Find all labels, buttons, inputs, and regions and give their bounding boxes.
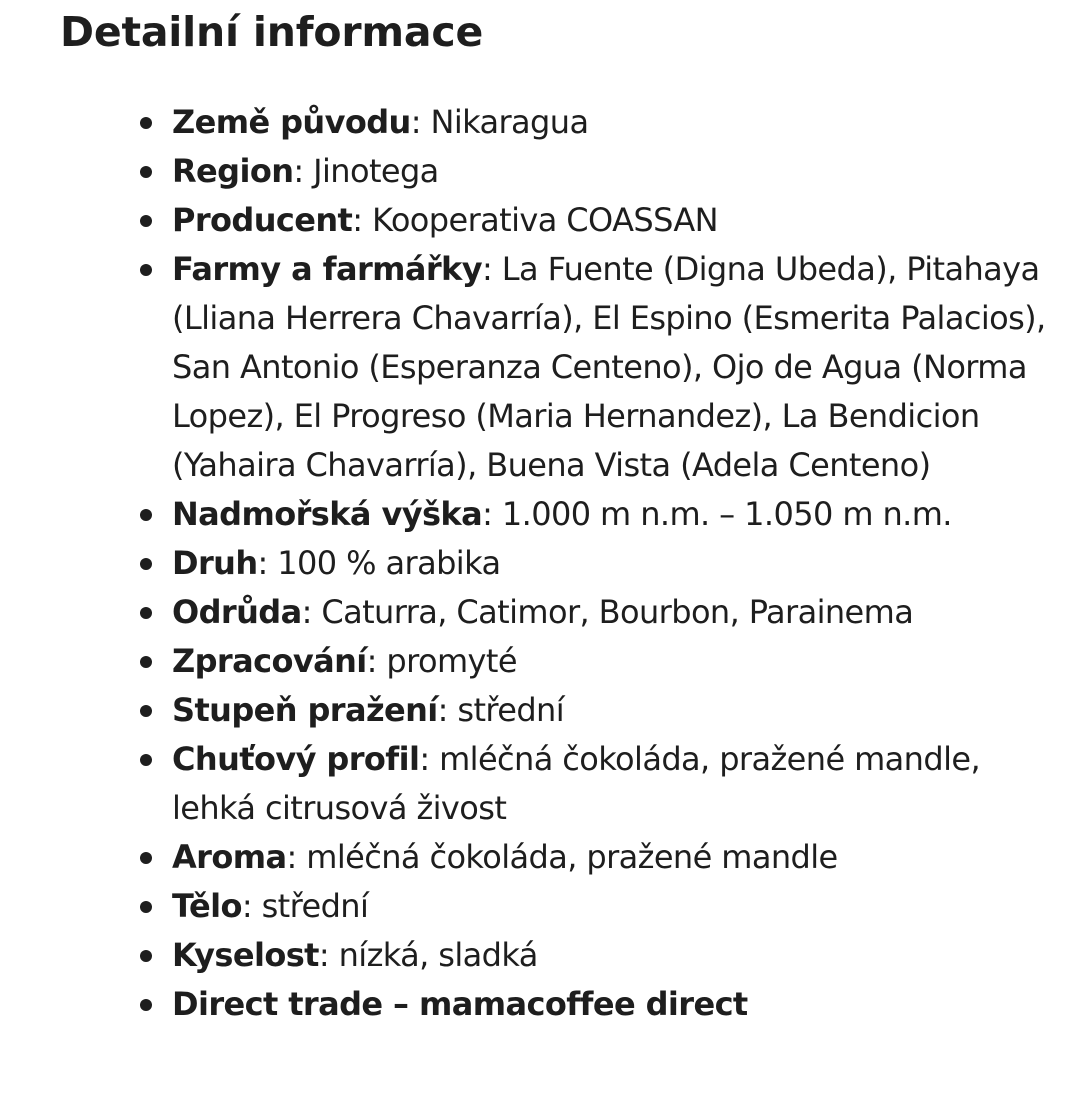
- bullet-icon: [140, 264, 152, 276]
- detail-item-species: [172, 539, 1052, 588]
- bullet-icon: [140, 215, 152, 227]
- detail-item-roast-level: [172, 686, 1052, 735]
- bullet-icon: [140, 852, 152, 864]
- detail-value: Nikaragua: [420, 103, 589, 141]
- detail-label: Direct trade – mamacoffee direct: [172, 985, 748, 1023]
- bullet-icon: [140, 950, 152, 962]
- detail-value: Caturra, Catimor, Bourbon, Parainema: [311, 593, 914, 631]
- detail-item-altitude: [172, 490, 1052, 539]
- detail-value: Jinotega: [303, 152, 439, 190]
- detail-separator: :: [482, 250, 493, 288]
- detail-item-flavor-profile: [172, 735, 1052, 833]
- detail-separator: :: [437, 691, 448, 729]
- detail-label: Region: [172, 152, 294, 190]
- detail-item-variety: [172, 588, 1052, 637]
- bullet-icon: [140, 754, 152, 766]
- detail-value: La Fuente (Digna Ubeda), Pitahaya (Lliana Herrera Chavarría), El Espino (Esmerita Palacios), San Antonio (Esperanza Centeno), Ojo de Agua (Norma Lopez), El Progreso (Maria Hernandez), La Bendicion (Yahaira Chavarría), Buena Vista (Adela Centeno): [172, 250, 1046, 484]
- detail-item-acidity: [172, 931, 1052, 980]
- detail-item-country: [172, 98, 1052, 147]
- detail-value: nízká, sladká: [329, 936, 538, 974]
- detail-label: Země původu: [172, 103, 411, 141]
- detail-item-farms: [172, 245, 1052, 490]
- bullet-icon: [140, 901, 152, 913]
- bullet-icon: [140, 999, 152, 1011]
- detail-label: Tělo: [172, 887, 242, 925]
- detail-separator: :: [286, 838, 297, 876]
- detail-label: Farmy a farmářky: [172, 250, 482, 288]
- detail-value: 1.000 m n.m. – 1.050 m n.m.: [492, 495, 952, 533]
- detail-item-direct-trade: [172, 980, 1052, 1029]
- bullet-icon: [140, 166, 152, 178]
- detail-label: Zpracování: [172, 642, 367, 680]
- detail-value: střední: [252, 887, 369, 925]
- detail-separator: :: [293, 152, 304, 190]
- detail-label: Nadmořská výška: [172, 495, 483, 533]
- detail-label: Chuťový profil: [172, 740, 420, 778]
- bullet-icon: [140, 607, 152, 619]
- detail-value: promyté: [376, 642, 517, 680]
- details-list: [172, 98, 1052, 1029]
- detail-label: Odrůda: [172, 593, 302, 631]
- detail-separator: :: [352, 201, 363, 239]
- bullet-icon: [140, 117, 152, 129]
- detail-value: 100 % arabika: [267, 544, 501, 582]
- bullet-icon: [140, 656, 152, 668]
- detail-label: Aroma: [172, 838, 287, 876]
- detail-item-body: [172, 882, 1052, 931]
- detail-separator: :: [301, 593, 312, 631]
- detail-separator: :: [482, 495, 493, 533]
- detail-item-aroma: [172, 833, 1052, 882]
- detail-value: střední: [447, 691, 565, 729]
- detail-label: Kyselost: [172, 936, 319, 974]
- bullet-icon: [140, 558, 152, 570]
- detail-separator: :: [410, 103, 421, 141]
- detail-label: Stupeň pražení: [172, 691, 438, 729]
- detail-value: Kooperativa COASSAN: [362, 201, 719, 239]
- detail-separator: :: [241, 887, 253, 925]
- detail-label: Druh: [172, 544, 258, 582]
- detail-separator: :: [419, 740, 430, 778]
- detail-value: mléčná čokoláda, pražené mandle: [296, 838, 838, 876]
- detail-separator: :: [318, 936, 330, 974]
- detail-separator: :: [257, 544, 268, 582]
- detail-value: mléčná čokoláda, pražené mandle, lehká citrusová živost: [172, 740, 981, 827]
- detail-label: Producent: [172, 201, 353, 239]
- section-heading: Detailní informace: [60, 8, 484, 56]
- bullet-icon: [140, 705, 152, 717]
- detail-item-processing: [172, 637, 1052, 686]
- bullet-icon: [140, 509, 152, 521]
- detail-item-producer: [172, 196, 1052, 245]
- detail-separator: :: [366, 642, 377, 680]
- detail-item-region: [172, 147, 1052, 196]
